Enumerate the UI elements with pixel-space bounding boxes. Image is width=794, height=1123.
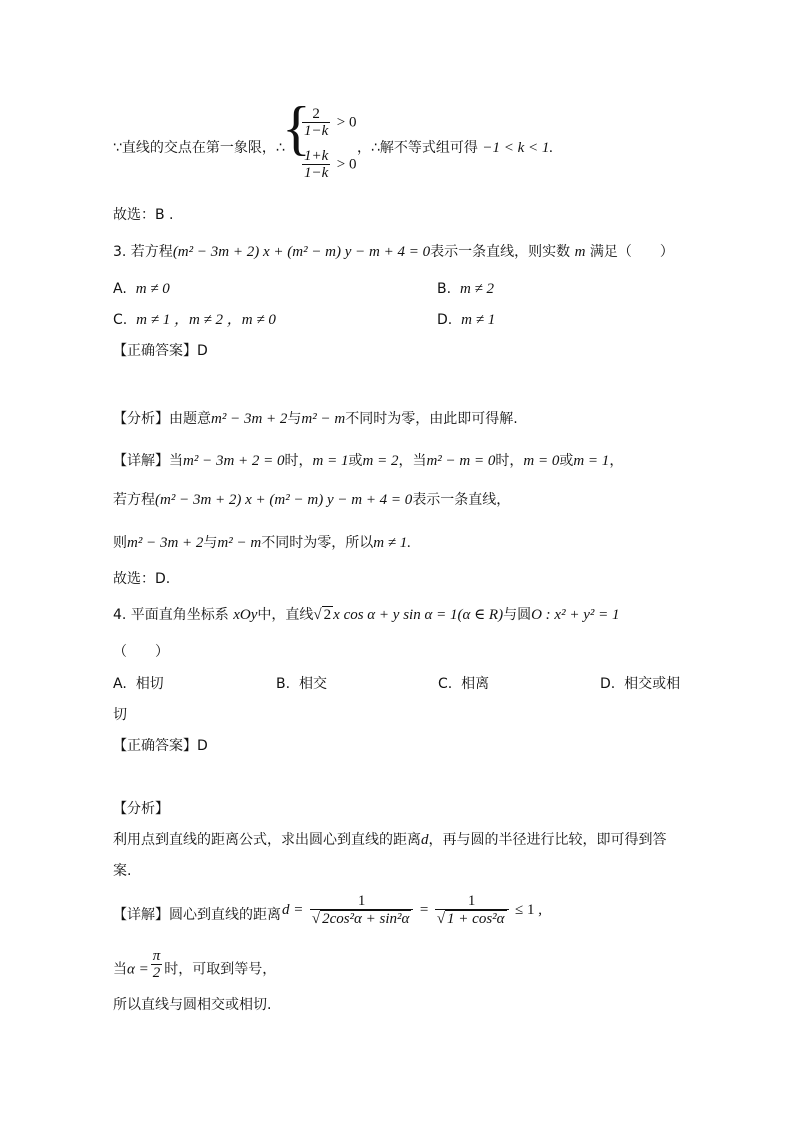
q3-detail-line3: 则m² − 3m + 2与m² − m不同时为零，所以m ≠ 1.	[113, 535, 412, 551]
q3-option-b[interactable]: B. m ≠ 2	[437, 281, 495, 297]
inequality-2	[300, 148, 356, 181]
q4-analysis-line1: 利用点到直线的距离公式，求出圆心到直线的距离d，再与圆的半径进行比较，即可得到答	[113, 832, 667, 848]
q4-option-c[interactable]: C. 相离	[438, 676, 490, 692]
q2-intro: ∵直线的交点在第一象限，∴	[113, 140, 285, 156]
q3-choose: 故选：D.	[113, 571, 171, 587]
ineq1-rel: > 0	[336, 114, 357, 131]
q4-option-b[interactable]: B. 相交	[276, 676, 327, 692]
q4-distance-formula: d = $\frac{1}{\text{√ 2cos²α + sin²α}}$ = $\frac{1}{\text{√ 1 + cos²α}}$ ≤ 1 ,	[282, 893, 542, 927]
q3-analysis: 【分析】由题意m² − 3m + 2与m² − m不同时为零，由此即可得解.	[113, 411, 518, 427]
q2-result: −1 < k < 1.	[482, 140, 554, 156]
q4-equality-line: 当α = $\frac{\pi}{2}$ 时，可取到等号，	[113, 948, 277, 981]
ineq1-denominator: 1−k	[304, 123, 329, 139]
ineq2-numerator: 1+k	[304, 148, 329, 164]
q4-option-a[interactable]: A. 相切	[113, 676, 164, 692]
q4-analysis-line2: 案.	[113, 863, 132, 879]
q2-after: ，∴解不等式组可得	[357, 140, 478, 156]
q3-equation: (m² − 3m + 2) x + (m² − m) y − m + 4 = 0	[172, 244, 431, 260]
q4-analysis-tag: 【分析】	[113, 801, 169, 817]
ineq2-rel: > 0	[336, 156, 357, 173]
system-brace: {	[282, 95, 311, 161]
q4-answer: 【正确答案】D	[113, 738, 208, 754]
ineq1-numerator: 2	[302, 106, 330, 123]
q3-option-a[interactable]: A. m ≠ 0	[113, 281, 170, 297]
q3-option-c[interactable]: C. m ≠ 1 ，m ≠ 2 ，m ≠ 0	[113, 312, 276, 328]
ineq2-denominator: 1−k	[304, 165, 329, 181]
q4-conclusion: 所以直线与圆相交或相切.	[113, 997, 272, 1013]
q4-option-d-wrap: 切	[113, 707, 127, 723]
q3-stem: 3. 若方程(m² − 3m + 2) x + (m² − m) y − m + 4 = 0表示一条直线，则实数 m 满足（ ）	[113, 244, 674, 260]
q4-detail-label: 【详解】圆心到直线的距离	[113, 907, 281, 923]
q2-choose: 故选：B .	[113, 207, 174, 223]
q3-detail-line2: 若方程(m² − 3m + 2) x + (m² − m) y − m + 4 = 0表示一条直线，	[113, 492, 511, 508]
q2-after-line	[357, 139, 553, 157]
q3-detail-line1: 【详解】当m² − 3m + 2 = 0时，m = 1或m = 2，当m² − m = 0时，m = 0或m = 1，	[113, 453, 624, 469]
q4-paren: （ ）	[113, 644, 169, 660]
inequality-1	[300, 106, 356, 139]
q3-answer: 【正确答案】D	[113, 343, 208, 359]
q4-option-d[interactable]: D. 相交或相	[600, 676, 681, 692]
q4-stem: 4. 平面直角坐标系 xOy中，直线√ 2 x cos α + y sin α = 1(α ∈ R)与圆O : x² + y² = 1	[113, 607, 620, 623]
q2-intro-line	[113, 139, 285, 157]
q3-option-d[interactable]: D. m ≠ 1	[437, 312, 496, 328]
